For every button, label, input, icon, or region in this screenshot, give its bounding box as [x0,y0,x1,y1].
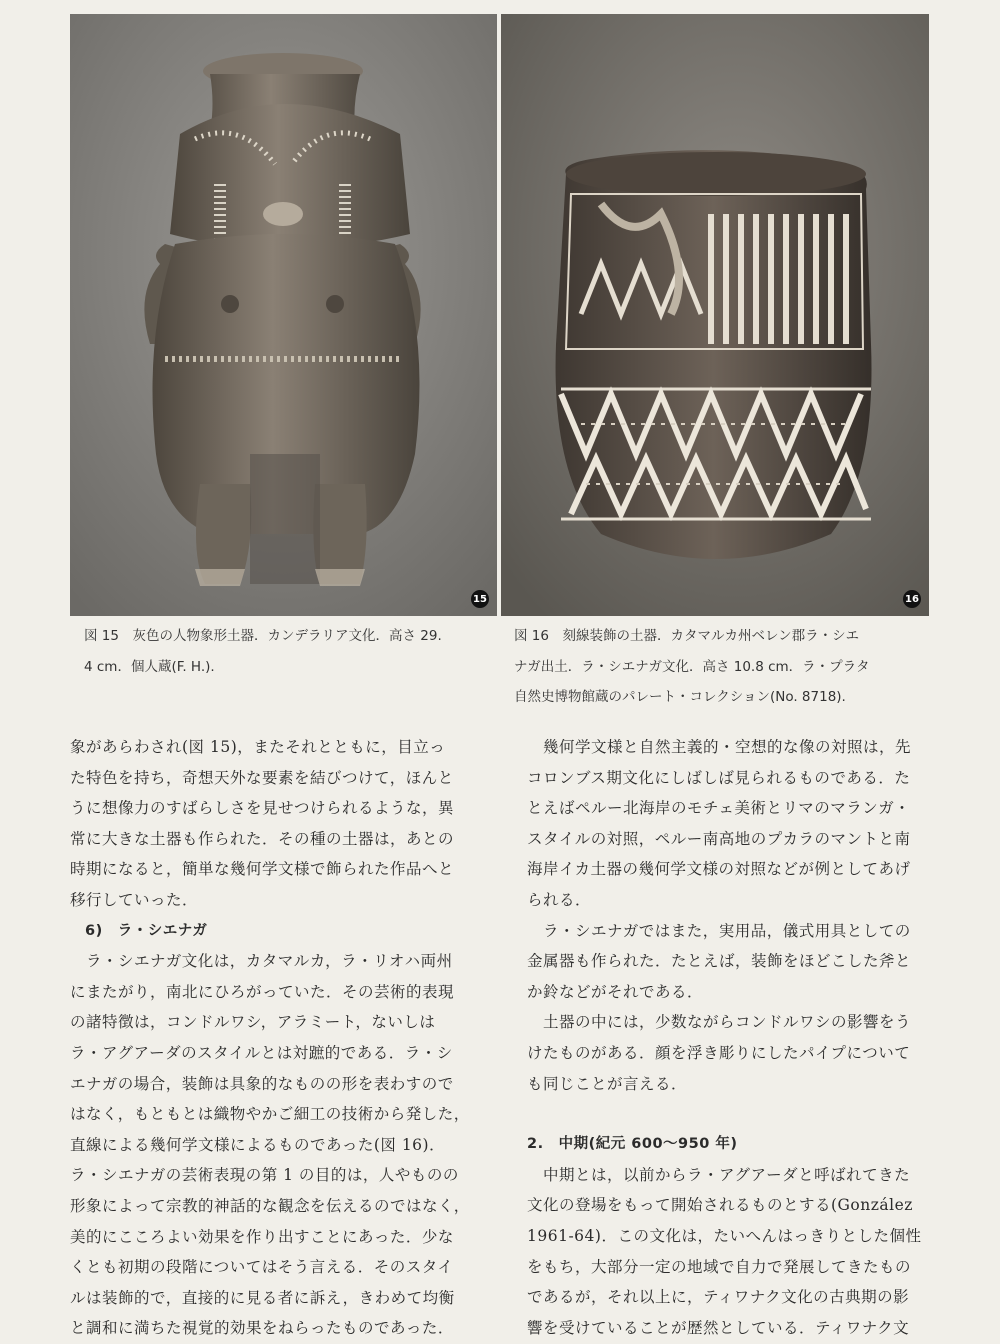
body-line: はなく，もともとは織物やかご細工の技術から発した， [70,1105,470,1124]
body-line: ラ・アグアーダのスタイルとは対蹠的である．ラ・シ [70,1043,453,1062]
body-line: 直線による幾何学文様によるものであった(図 16)． [70,1135,446,1154]
body-line: も同じことが言える． [527,1074,688,1093]
body-line: た特色を持ち，奇想天外な要素を結びつけて，ほんと [70,768,454,787]
body-line: 移行していった． [70,890,199,909]
figure-16-badge: 16 [903,590,921,608]
body-line: けたものがある．顔を浮き彫りにしたパイプについて [527,1043,911,1062]
body-line: ラ・シエナガ文化は，カタマルカ，ラ・リオハ両州 [70,952,453,971]
figure-15-photo [70,14,497,616]
body-line: 響を受けていることが歴然としている．ティワナク文 [527,1318,910,1337]
body-line: 1961-64)．この文化は，たいへんはっきりとした個性 [527,1226,922,1245]
body-line: 文化の登場をもって開始されるものとする(González [527,1196,913,1215]
figure-15-caption [84,624,489,685]
body-line: スタイルの対照，ペルー南高地のプカラのマントと南 [527,829,911,848]
body-line: 時期になると，簡単な幾何学文様で飾られた作品へと [70,860,455,879]
body-line: ルは装飾的で，直接的に見る者に訴え，きわめて均衡 [70,1288,455,1307]
caption-line: 4 cm．個人蔵(F. H.). [84,658,215,675]
body-line: 海岸イカ土器の幾何学文様の対照などが例としてあげ [527,860,911,879]
body-line: と調和に満ちた視覚的効果をねらったものであった． [70,1319,454,1338]
body-line: 美的にこころよい効果を作り出すことにあった．少な [70,1227,454,1246]
body-line: であるが，それ以上に，ティワナク文化の古典期の影 [527,1288,910,1307]
body-line: エナガの場合，装飾は具象的なものの形を表わすので [70,1074,454,1093]
body-line: られる． [527,890,592,909]
body-line: くとも初期の段階についてはそう言える．そのスタイ [70,1258,454,1277]
body-line: にまたがり，南北にひろがっていた．その芸術的表現 [70,982,455,1001]
figure-16-photo [501,14,929,616]
body-line: うに想像力のすばらしさを見せつけられるような，異 [70,799,455,818]
body-line: ラ・シエナガの芸術表現の第 1 の目的は，人やものの [70,1166,459,1185]
incised-vessel-image [501,14,929,616]
body-line: をもち，大部分一定の地域で自力で発展してきたもの [527,1257,912,1276]
body-line: の諸特徴は，コンドルワシ，アラミート，ないしは [70,1013,436,1032]
body-line: 形象によって宗教的神話的な観念を伝えるのではなく， [70,1196,470,1215]
body-line: 中期とは，以前からラ・アグアーダと呼ばれてきた [527,1165,911,1184]
body-line: コロンブス期文化にしばしば見られるものである．た [527,768,911,787]
body-line: ラ・シエナガではまた，実用品，儀式用具としての [527,921,911,940]
caption-line: ナガ出土．ラ・シエナガ文化．高さ 10.8 cm．ラ・プラタ [514,658,870,675]
figure-16-caption [514,624,924,716]
body-line: 常に大きな土器も作られた．その種の土器は，あとの [70,829,455,848]
anthropomorphic-vessel-image [70,14,497,616]
caption-line: 図 16 刻線装飾の土器．カタマルカ州ベレン郡ラ・シエ [514,628,860,644]
section-heading-middle-period: 2. 中期(紀元 600〜950 年) [527,1136,738,1153]
body-line: 土器の中には，少数ながらコンドルワシの影響をう [527,1013,912,1032]
body-line: か鈴などがそれである． [527,982,704,1001]
section-gap [527,1099,935,1129]
figure-15-badge: 15 [471,590,489,608]
right-text-column [527,732,935,1343]
body-line: 象があらわされ(図 15)，またそれとともに，目立っ [70,738,446,756]
caption-line: 図 15 灰色の人物象形土器．カンデラリア文化．高さ 29. [84,628,442,644]
body-line: 幾何学文様と自然主義的・空想的な像の対照は，先 [527,738,912,756]
caption-line: 自然史博物館蔵のパレート・コレクション(No. 8718). [514,689,846,706]
body-line: 金属器も作られた．たとえば，装飾をほどこした斧と [527,952,912,971]
section-heading-la-cienaga: 6) ラ・シエナガ [70,922,208,939]
body-line: とえばペルー北海岸のモチェ美術とリマのマランガ・ [527,799,911,818]
left-text-column [70,732,480,1344]
